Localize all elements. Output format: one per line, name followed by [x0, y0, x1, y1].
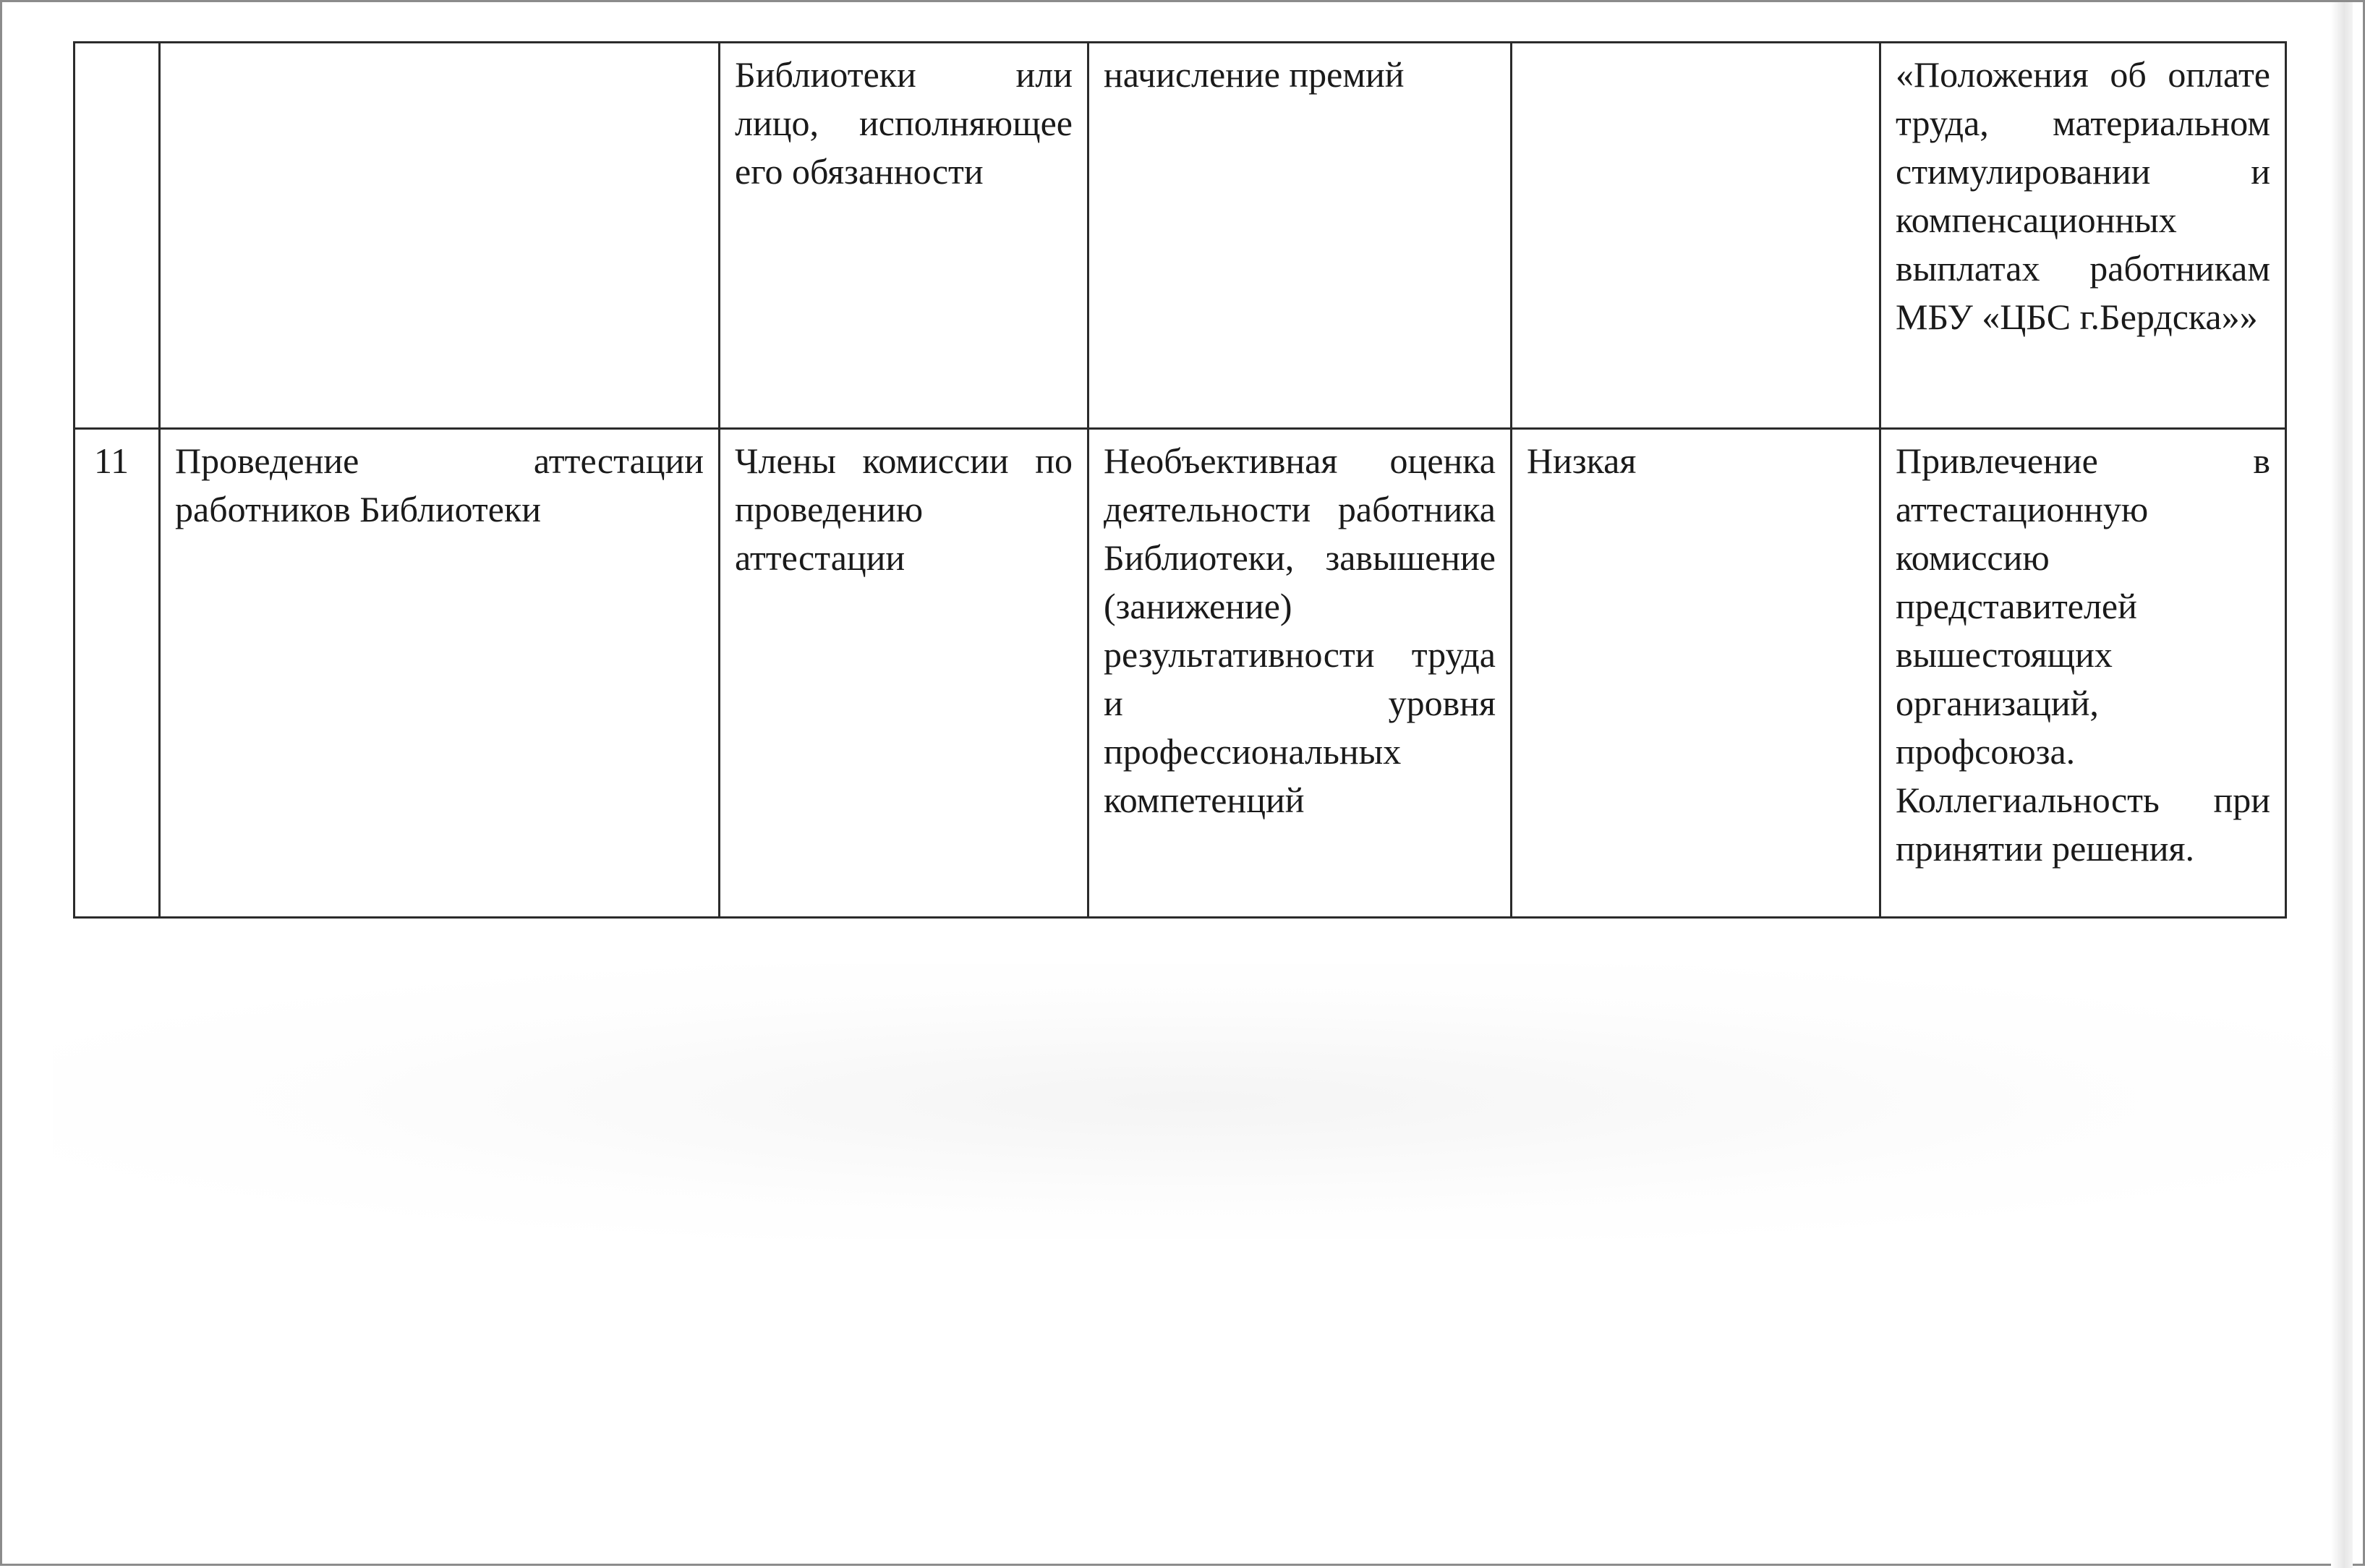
corruption-risk-table [73, 41, 2287, 919]
cell-risk: начисление премий [1088, 43, 1512, 429]
cell-measures: «Положения об оплате труда, материальном стимулировании и компенсационных выплатах работникам МБУ «ЦБС г.Бердска»» [1880, 43, 2286, 429]
cell-responsible: Библиотеки или лицо, исполняющее его обязанности [720, 43, 1088, 429]
cell-level: Низкая [1512, 429, 1880, 918]
table-row [74, 429, 2286, 918]
cell-measures: Привлечение в аттестационную комиссию представителей вышестоящих организаций, профсоюза. Коллегиальность при принятии решения. [1880, 429, 2286, 918]
cell-number [74, 43, 160, 429]
page-edge-shadow [2331, 2, 2353, 1568]
scan-smudge [53, 964, 2338, 1239]
cell-responsible: Члены комиссии по проведению аттестации [720, 429, 1088, 918]
cell-number: 11 [74, 429, 160, 918]
table-row [74, 43, 2286, 429]
cell-level [1512, 43, 1880, 429]
cell-risk: Необъективная оценка деятельности работника Библиотеки, завышение (занижение) результативности труда и уровня профессиональных компетенций [1088, 429, 1512, 918]
cell-process [160, 43, 720, 429]
cell-process: Проведение аттестации работников Библиотеки [160, 429, 720, 918]
